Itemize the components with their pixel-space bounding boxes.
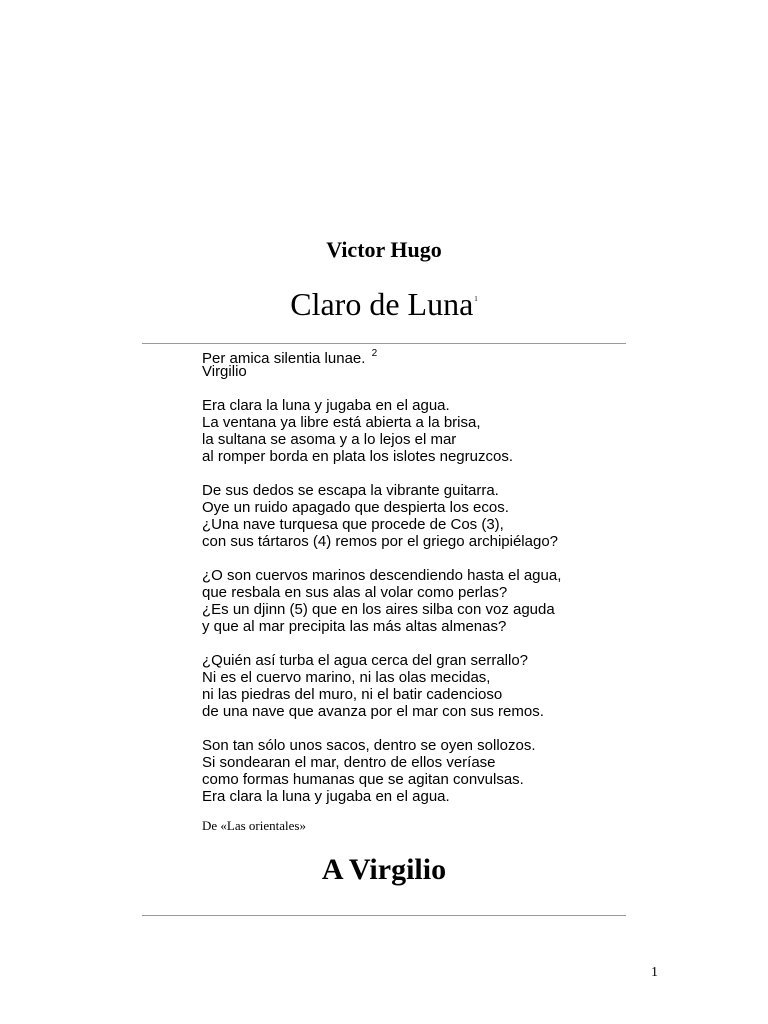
stanza-gap — [202, 380, 642, 397]
poem-body — [202, 346, 642, 805]
epigraph-line — [202, 346, 642, 367]
poem-title-text: Claro de Luna — [290, 286, 474, 322]
epigraph-attribution: Virgilio — [202, 363, 247, 380]
poem-line: ¿O son cuervos marinos descendiendo hasta el agua, — [202, 567, 562, 584]
poem-line: La ventana ya libre está abierta a la brisa, — [202, 414, 481, 431]
poem-line: y que al mar precipita las más altas almenas? — [202, 618, 507, 635]
page-number: 1 — [651, 965, 658, 980]
poem-line: Son tan sólo unos sacos, dentro se oyen sollozos. — [202, 737, 536, 754]
stanza-gap — [202, 550, 642, 567]
poem-line: la sultana se asoma y a lo lejos el mar — [202, 431, 457, 448]
poem-line: ni las piedras del muro, ni el batir cadencioso — [202, 686, 503, 703]
poem-line: al romper borda en plata los islotes negruzcos. — [202, 448, 514, 465]
poem-line: con sus tártaros (4) remos por el griego archipiélago? — [202, 533, 559, 550]
poem-line: que resbala en sus alas al volar como perlas? — [202, 584, 508, 601]
source-citation: De «Las orientales» — [202, 818, 306, 833]
author-name: Victor Hugo — [326, 237, 442, 262]
poem-line: como formas humanas que se agitan convulsas. — [202, 771, 524, 788]
poem-line: ¿Quién así turba el agua cerca del gran serrallo? — [202, 652, 529, 669]
epigraph-footnote-marker: 2 — [371, 348, 378, 359]
poem-title — [0, 279, 768, 324]
stanza-gap — [202, 465, 642, 482]
poem-line: Era clara la luna y jugaba en el agua. — [202, 397, 450, 414]
divider-top — [142, 343, 626, 344]
next-poem-title: A Virgilio — [321, 853, 447, 886]
epigraph-text: Per amica silentia lunae. — [202, 350, 370, 367]
poem-line: De sus dedos se escapa la vibrante guitarra. — [202, 482, 499, 499]
poem-line: de una nave que avanza por el mar con sus remos. — [202, 703, 544, 720]
stanza-gap — [202, 635, 642, 652]
poem-line: ¿Una nave turquesa que procede de Cos (3), — [202, 516, 504, 533]
divider-bottom — [142, 915, 626, 916]
title-footnote-marker: 1 — [474, 295, 478, 303]
poem-line: Si sondearan el mar, dentro de ellos veríase — [202, 754, 496, 771]
poem-line: ¿Es un djinn (5) que en los aires silba con voz aguda — [202, 601, 555, 618]
poem-line: Era clara la luna y jugaba en el agua. — [202, 788, 450, 805]
stanza-gap — [202, 720, 642, 737]
poem-line: Oye un ruido apagado que despierta los ecos. — [202, 499, 509, 516]
poem-line: Ni es el cuervo marino, ni las olas mecidas, — [202, 669, 491, 686]
